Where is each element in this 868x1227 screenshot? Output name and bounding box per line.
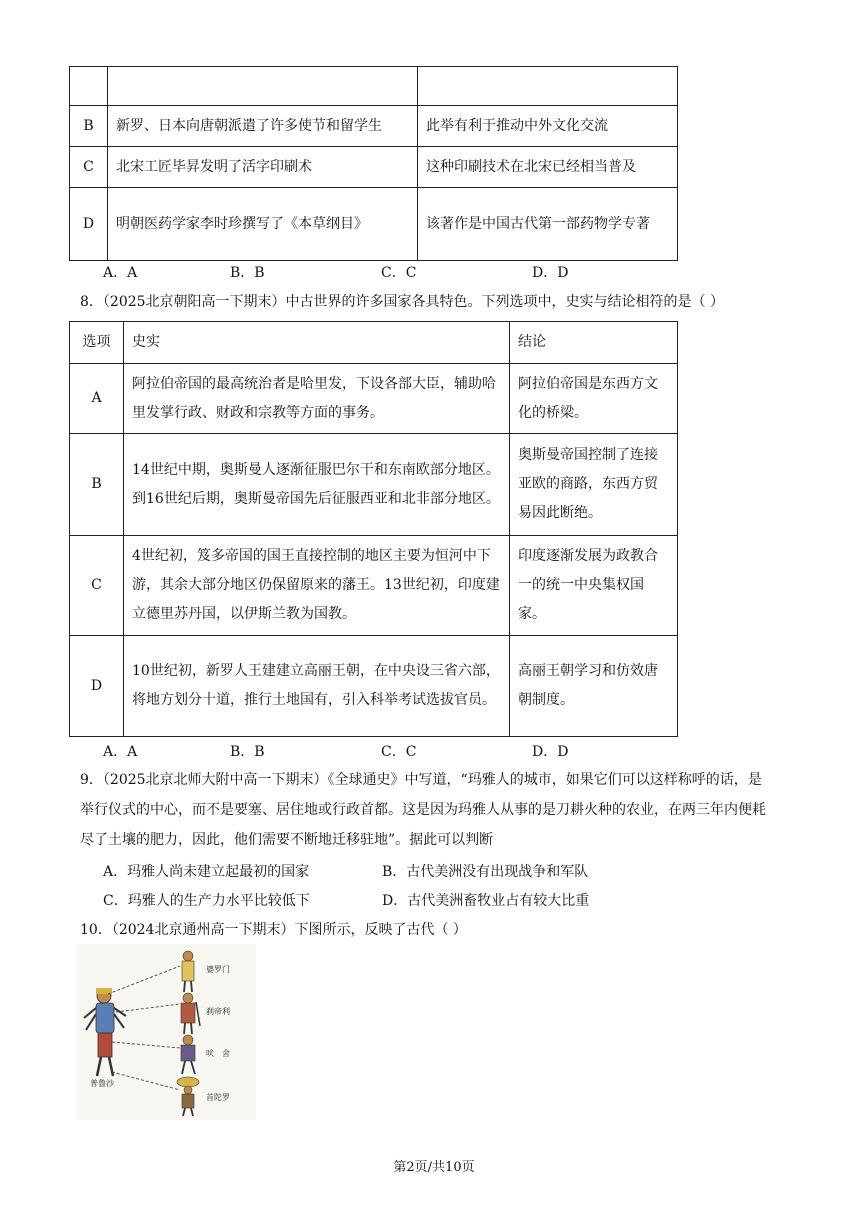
q7-table	[69, 66, 678, 261]
fact-cell: 明朝医药学家李时珍撰写了《本草纲目》	[108, 188, 418, 261]
fact-cell: 10世纪初，新罗人王建建立高丽王朝，在中央设三省六部，将地方划分十道，推行土地国有，引入科举考试选拔官员。	[124, 636, 510, 737]
conclusion-cell: 此举有利于推动中外文化交流	[418, 106, 678, 147]
fact-cell: 新罗、日本向唐朝派遣了许多使节和留学生	[108, 106, 418, 147]
choice-d[interactable]: D．古代美洲畜牧业占有较大比重	[382, 893, 590, 909]
label-kshatriya: 刹帝利	[206, 1007, 230, 1016]
conclusion-cell: 阿拉伯帝国是东西方文化的桥梁。	[510, 364, 678, 434]
choice-b[interactable]: B．古代美洲没有出现战争和军队	[382, 864, 589, 880]
label-purusha: 普鲁沙	[90, 1079, 114, 1088]
fact-cell: 14世纪中期，奥斯曼人逐渐征服巴尔干和东南欧部分地区。到16世纪后期，奥斯曼帝国先后征服西亚和北非部分地区。	[124, 434, 510, 536]
table-header-row	[70, 322, 678, 364]
choice-d[interactable]: D．D	[532, 265, 569, 281]
fact-cell: 阿拉伯帝国的最高统治者是哈里发，下设各部大臣，辅助哈里发掌行政、财政和宗教等方面的事务。	[124, 364, 510, 434]
header-fact: 史实	[124, 322, 510, 364]
option-cell: D	[70, 636, 124, 737]
choice-c[interactable]: C．C	[381, 265, 417, 281]
choice-c[interactable]: C．C	[381, 744, 417, 760]
label-shudra: 首陀罗	[206, 1093, 230, 1102]
option-cell: B	[70, 434, 124, 536]
choice-c[interactable]: C．玛雅人的生产力水平比较低下	[103, 893, 310, 909]
choice-a[interactable]: A．A	[103, 265, 138, 281]
q8-stem: 8．（2025北京朝阳高一下期末）中古世界的许多国家各具特色。下列选项中，史实与结论相符的是（ ）	[80, 294, 724, 310]
table-row	[70, 636, 678, 737]
option-cell: C	[70, 536, 124, 636]
table-row	[70, 67, 678, 106]
conclusion-cell: 印度逐渐发展为政教合一的统一中央集权国家。	[510, 536, 678, 636]
option-cell: D	[70, 188, 108, 261]
table-row	[70, 364, 678, 434]
header-conclusion: 结论	[510, 322, 678, 364]
conclusion-cell: 该著作是中国古代第一部药物学专著	[418, 188, 678, 261]
page-footer: 第2页/共10页	[393, 1160, 475, 1175]
header-option: 选项	[70, 322, 124, 364]
conclusion-cell: 高丽王朝学习和仿效唐朝制度。	[510, 636, 678, 737]
table-row	[70, 147, 678, 188]
choice-b[interactable]: B．B	[230, 744, 265, 760]
choice-b[interactable]: B．B	[230, 265, 265, 281]
label-brahmin: 婆罗门	[206, 965, 230, 974]
fact-cell	[108, 67, 418, 106]
q9-stem: 9．（2025北京北师大附中高一下期末）《全球通史》中写道，“玛雅人的城市，如果它们可以这样称呼的话，是举行仪式的中心，而不是要塞、居住地或行政首都。这是因为玛雅人从事的是刀耕火种的农业，在两三年内便耗尽了土壤的肥力，因此，他们需要不断地迁移驻地”。据此可以判断	[80, 772, 766, 848]
fact-cell: 北宋工匠毕昇发明了活字印刷术	[108, 147, 418, 188]
q8-table	[69, 321, 678, 737]
table-row	[70, 434, 678, 536]
option-cell: C	[70, 147, 108, 188]
conclusion-cell: 这种印刷技术在北宋已经相当普及	[418, 147, 678, 188]
conclusion-cell: 奥斯曼帝国控制了连接亚欧的商路，东西方贸易因此断绝。	[510, 434, 678, 536]
q10-stem: 10．（2024北京通州高一下期末）下图所示，反映了古代（ ）	[80, 922, 467, 938]
fact-cell: 4世纪初，笈多帝国的国王直接控制的地区主要为恒河中下游，其余大部分地区仍保留原来的藩王。13世纪初，印度建立德里苏丹国，以伊斯兰教为国教。	[124, 536, 510, 636]
table-row	[70, 106, 678, 147]
table-row	[70, 188, 678, 261]
option-cell: A	[70, 364, 124, 434]
caste-diagram	[76, 944, 256, 1120]
table-row	[70, 536, 678, 636]
option-cell	[70, 67, 108, 106]
choice-a[interactable]: A．玛雅人尚未建立起最初的国家	[103, 864, 310, 880]
label-vaishya: 吠 舍	[206, 1049, 230, 1058]
conclusion-cell	[418, 67, 678, 106]
choice-d[interactable]: D．D	[532, 744, 569, 760]
choice-a[interactable]: A．A	[103, 744, 138, 760]
option-cell: B	[70, 106, 108, 147]
